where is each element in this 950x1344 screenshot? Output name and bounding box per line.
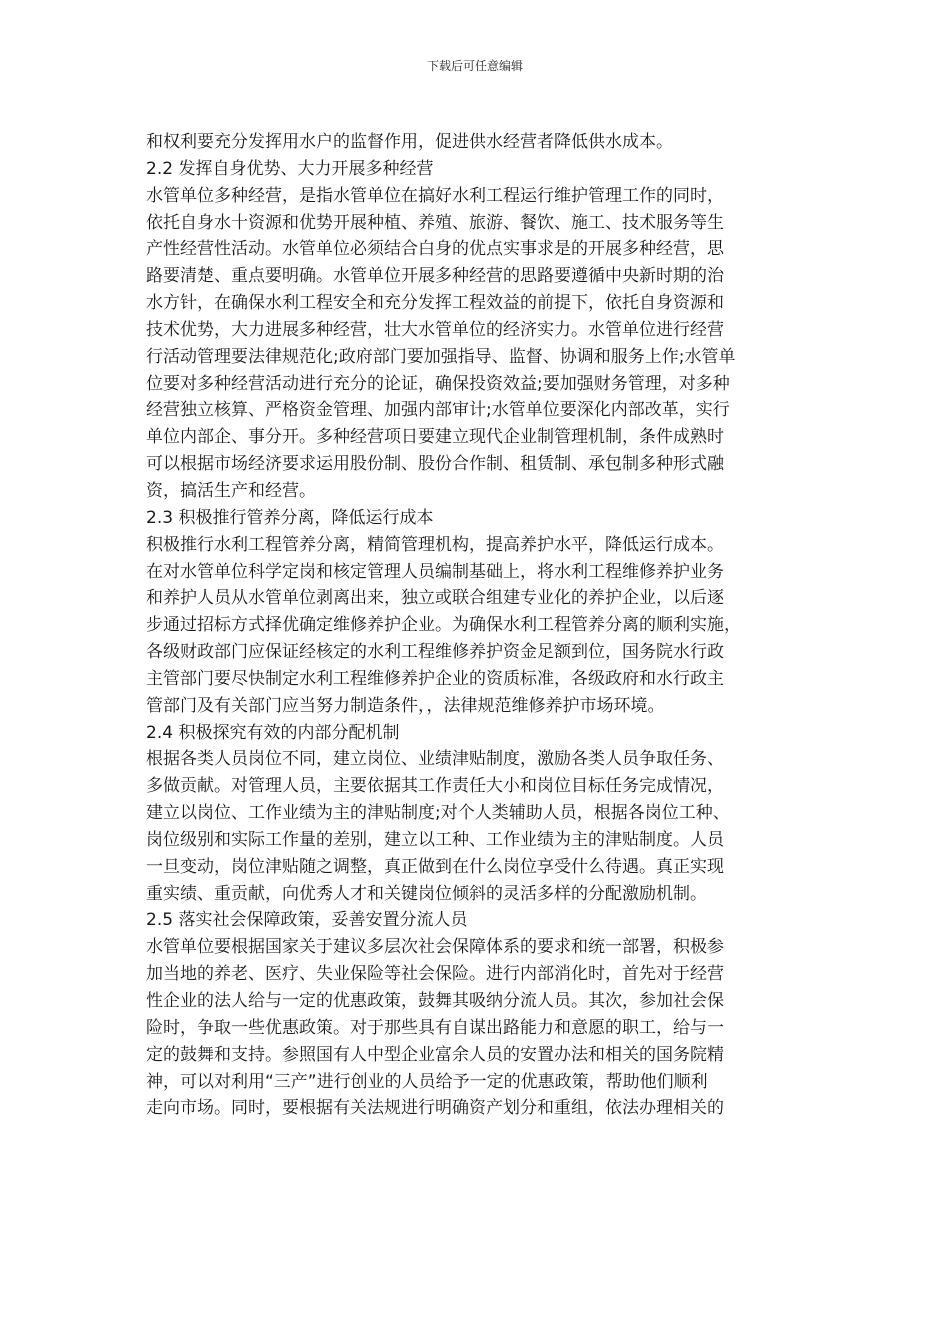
text-line: 重实绩、重贡献，向优秀人才和关键岗位倾斜的灵活多样的分配激励机制。 bbox=[146, 883, 707, 904]
section-heading-2-5: 2.5 落实社会保障政策，妥善安置分流人员 bbox=[146, 910, 468, 931]
text-line: 加当地的养老、医疗、失业保险等社会保险。进行内部消化时，首先对于经营 bbox=[146, 964, 724, 985]
text-line: 多做贡献。对管理人员，主要依据其工作责任大小和岗位目标任务完成情况， bbox=[146, 776, 724, 797]
text-line: 险时，争取一些优惠政策。对于那些具有自谋出路能力和意愿的职工，给与一 bbox=[146, 1017, 724, 1038]
text-line: 积极推行水利工程管养分离，精简管理机构，提高养护水平，降低运行成本。 bbox=[146, 534, 724, 555]
text-line: 路要清楚、重点要明确。水管单位开展多种经营的思路要遵循中央新时期的治 bbox=[146, 266, 724, 287]
text-line: 定的鼓舞和支持。参照国有人中型企业富余人员的安置办法和相关的国务院精 bbox=[146, 1044, 724, 1065]
text-line: 技术优势，大力进展多种经营，壮大水管单位的经济实力。水管单位进行经营 bbox=[146, 319, 724, 340]
text-line: 经营独立核算、严格资金管理、加强内部审计;水管单位要深化内部改革，实行 bbox=[146, 400, 730, 421]
text-line: 依托自身水十资源和优势开展种植、养殖、旅游、餐饮、施工、技术服务等生 bbox=[146, 212, 724, 233]
text-line: 单位内部企、事分开。多种经营项日要建立现代企业制管理机制，条件成熟时 bbox=[146, 427, 724, 448]
text-line: 产性经营性活动。水管单位必须结合白身的优点实事求是的开展多种经营，思 bbox=[146, 239, 724, 260]
text-line: 和权利要充分发挥用水户的监督作用，促进供水经营者降低供水成本。 bbox=[146, 132, 673, 152]
text-line: 步通过招标方式择优确定维修养护企业。为确保水利工程管养分离的顺利实施， bbox=[146, 615, 741, 636]
text-line: 可以根据市场经济要求运用股份制、股份合作制、租赁制、承包制多种形式融 bbox=[146, 454, 724, 475]
section-heading-2-4: 2.4 积极探究有效的内部分配机制 bbox=[146, 722, 400, 743]
text-line: 水方针，在确保水利工程安全和充分发挥工程效益的前提下，依托自身资源和 bbox=[146, 293, 724, 314]
text-line: 和养护人员从水管单位剥离出来，独立或联合组建专业化的养护企业，以后逐 bbox=[146, 588, 724, 609]
section-heading-2-3: 2.3 积极推行管养分离，降低运行成本 bbox=[146, 507, 434, 528]
page-header: 下载后可任意编辑 bbox=[426, 59, 523, 73]
text-line: 主管部门要尽快制定水利工程维修养护企业的资质标准，各级政府和水行政主 bbox=[146, 668, 724, 689]
text-line: 水管单位多种经营，是指水管单位在搞好水利工程运行维护管理工作的同时， bbox=[146, 185, 724, 206]
text-line: 水管单位要根据国家关于建议多层次社会保障体系的要求和统一部署，积极参 bbox=[146, 937, 724, 958]
text-line: 根据各类人员岗位不同，建立岗位、业绩津贴制度，激励各类人员争取任务、 bbox=[146, 749, 724, 770]
document-body bbox=[146, 129, 806, 1122]
text-line: 位要对多种经营活动进行充分的论证，确保投资效益;要加强财务管理，对多种 bbox=[146, 373, 730, 394]
text-line: 资，搞活生产和经营。 bbox=[146, 480, 316, 501]
text-line: 行活动管理要法律规范化;政府部门要加强指导、监督、协调和服务上作;水管单 bbox=[146, 346, 736, 367]
text-line: 岗位级别和实际工作量的差别，建立以工种、工作业绩为主的津贴制度。人员 bbox=[146, 829, 724, 850]
text-line: 建立以岗位、工作业绩为主的津贴制度;对个人类辅助人员，根据各岗位工种、 bbox=[146, 803, 730, 824]
text-line: 走向市场。同时，要根据有关法规进行明确资产划分和重组，依法办理相关的 bbox=[146, 1098, 724, 1119]
text-line: 一旦变动，岗位津贴随之调整，真正做到在什么岗位享受什么待遇。真正实现 bbox=[146, 856, 724, 877]
text-line: 各级财政部门应保证经核定的水利工程维修养护资金足额到位，国务院水行政 bbox=[146, 642, 724, 663]
text-line: 管部门及有关部门应当努力制造条件，，法律规范维修养护市场环境。 bbox=[146, 695, 665, 716]
text-line: 神，可以对利用“三产”进行创业的人员给予一定的优惠政策，帮助他们顺利 bbox=[146, 1071, 708, 1092]
text-line: 性企业的法人给与一定的优惠政策，鼓舞其吸纳分流人员。其次，参加社会保 bbox=[146, 991, 724, 1011]
section-heading-2-2: 2.2 发挥自身优势、大力开展多种经营 bbox=[146, 158, 434, 179]
text-line: 在对水管单位科学定岗和核定管理人员编制基础上，将水利工程维修养护业务 bbox=[146, 561, 724, 582]
